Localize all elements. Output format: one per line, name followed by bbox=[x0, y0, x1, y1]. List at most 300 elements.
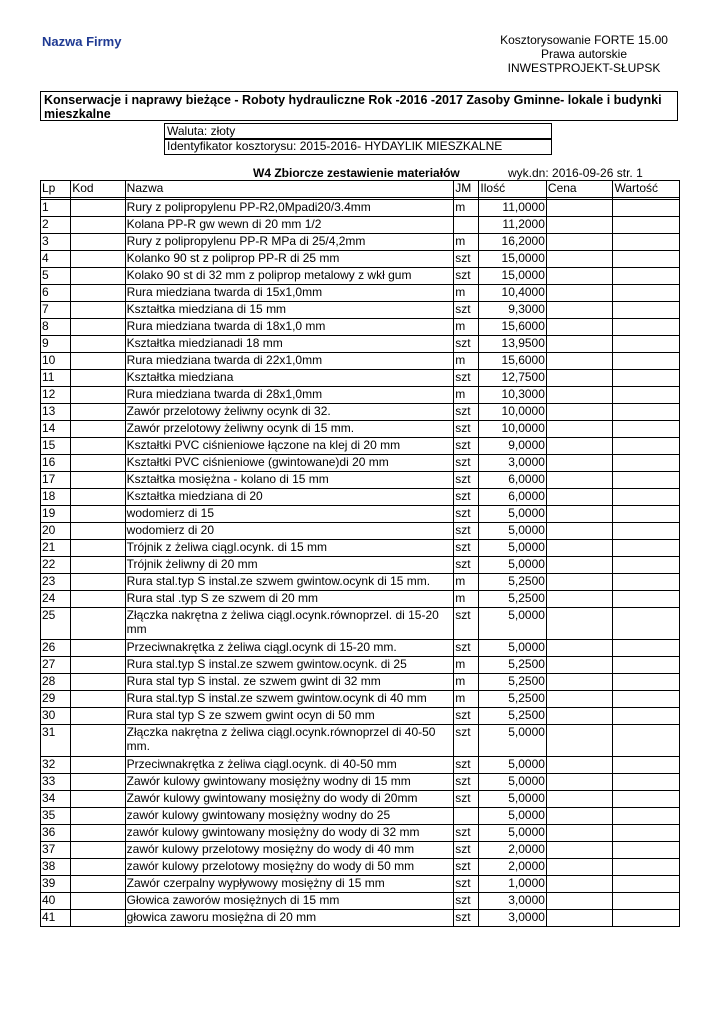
cell-jm: szt bbox=[454, 421, 479, 438]
cell-wartosc bbox=[613, 404, 680, 421]
section-title: W4 Zbiorcze zestawienie materiałów bbox=[253, 166, 460, 180]
cell-kod bbox=[71, 540, 125, 557]
cell-wartosc bbox=[613, 774, 680, 791]
cell-ilosc: 2,0000 bbox=[479, 842, 547, 859]
cell-kod bbox=[71, 574, 125, 591]
cell-kod bbox=[71, 234, 125, 251]
cell-kod bbox=[71, 657, 125, 674]
cell-lp: 11 bbox=[41, 370, 71, 387]
cell-wartosc bbox=[613, 591, 680, 608]
cell-kod bbox=[71, 808, 125, 825]
cell-nazwa: Trójnik z żeliwa ciągl.ocynk. di 15 mm bbox=[125, 540, 454, 557]
table-row bbox=[41, 455, 680, 472]
cell-nazwa: Kolanko 90 st z poliprop PP-R di 25 mm bbox=[125, 251, 454, 268]
cell-nazwa: Rury z polipropylenu PP-R2,0Mpadi20/3.4mm bbox=[125, 200, 454, 217]
table-row bbox=[41, 808, 680, 825]
cell-wartosc bbox=[613, 557, 680, 574]
cell-wartosc bbox=[613, 757, 680, 774]
cell-ilosc: 6,0000 bbox=[479, 472, 547, 489]
cell-kod bbox=[71, 285, 125, 302]
cell-jm: m bbox=[454, 353, 479, 370]
company-name: Nazwa Firmy bbox=[42, 34, 122, 49]
cell-kod bbox=[71, 319, 125, 336]
table-row bbox=[41, 574, 680, 591]
cell-nazwa: Rura stal .typ S ze szwem di 20 mm bbox=[125, 591, 454, 608]
cell-cena bbox=[546, 757, 613, 774]
cell-cena bbox=[546, 608, 613, 640]
cell-cena bbox=[546, 523, 613, 540]
software-line: Kosztorysowanie FORTE 15.00 bbox=[500, 33, 668, 47]
cell-lp: 5 bbox=[41, 268, 71, 285]
cell-jm: m bbox=[454, 591, 479, 608]
cell-ilosc: 3,0000 bbox=[479, 910, 547, 927]
cell-wartosc bbox=[613, 302, 680, 319]
cell-ilosc: 5,0000 bbox=[479, 808, 547, 825]
table-row bbox=[41, 725, 680, 757]
table-row bbox=[41, 217, 680, 234]
cell-ilosc: 15,6000 bbox=[479, 319, 547, 336]
cell-kod bbox=[71, 842, 125, 859]
cell-cena bbox=[546, 910, 613, 927]
cell-kod bbox=[71, 251, 125, 268]
cell-lp: 22 bbox=[41, 557, 71, 574]
cell-kod bbox=[71, 302, 125, 319]
cell-cena bbox=[546, 708, 613, 725]
cell-lp: 25 bbox=[41, 608, 71, 640]
cell-kod bbox=[71, 336, 125, 353]
table-row bbox=[41, 591, 680, 608]
cell-jm: szt bbox=[454, 251, 479, 268]
cell-lp: 6 bbox=[41, 285, 71, 302]
cell-wartosc bbox=[613, 574, 680, 591]
cell-lp: 37 bbox=[41, 842, 71, 859]
cell-cena bbox=[546, 657, 613, 674]
cell-nazwa: Rura stal typ S instal. ze szwem gwint di 32 mm bbox=[125, 674, 454, 691]
cell-wartosc bbox=[613, 421, 680, 438]
cell-kod bbox=[71, 387, 125, 404]
cell-wartosc bbox=[613, 657, 680, 674]
cell-lp: 30 bbox=[41, 708, 71, 725]
table-row bbox=[41, 438, 680, 455]
cell-wartosc bbox=[613, 234, 680, 251]
cell-cena bbox=[546, 876, 613, 893]
cell-lp: 24 bbox=[41, 591, 71, 608]
cell-cena bbox=[546, 674, 613, 691]
table-row bbox=[41, 404, 680, 421]
cell-ilosc: 5,0000 bbox=[479, 640, 547, 657]
cell-wartosc bbox=[613, 876, 680, 893]
cell-lp: 32 bbox=[41, 757, 71, 774]
table-row bbox=[41, 893, 680, 910]
cell-ilosc: 3,0000 bbox=[479, 455, 547, 472]
cell-nazwa: Kształtka miedziana di 20 bbox=[125, 489, 454, 506]
cell-jm: szt bbox=[454, 455, 479, 472]
cell-nazwa: Przeciwnakrętka z żeliwa ciągl.ocynk. di 40-50 mm bbox=[125, 757, 454, 774]
cell-wartosc bbox=[613, 353, 680, 370]
materials-table bbox=[40, 180, 680, 927]
cell-lp: 9 bbox=[41, 336, 71, 353]
cell-kod bbox=[71, 200, 125, 217]
cell-kod bbox=[71, 421, 125, 438]
cell-jm: szt bbox=[454, 506, 479, 523]
cell-cena bbox=[546, 285, 613, 302]
cell-jm: szt bbox=[454, 557, 479, 574]
cell-nazwa: Rura stal.typ S instal.ze szwem gwintow.ocynk di 40 mm bbox=[125, 691, 454, 708]
cell-cena bbox=[546, 808, 613, 825]
cell-wartosc bbox=[613, 251, 680, 268]
cell-nazwa: Rura stal.typ S instal.ze szwem gwintow.ocynk. di 25 bbox=[125, 657, 454, 674]
cell-jm: szt bbox=[454, 708, 479, 725]
cell-lp: 10 bbox=[41, 353, 71, 370]
cell-nazwa: Rura miedziana twarda di 22x1,0mm bbox=[125, 353, 454, 370]
cell-lp: 18 bbox=[41, 489, 71, 506]
cell-lp: 27 bbox=[41, 657, 71, 674]
cell-nazwa: głowica zaworu mosiężna di 20 mm bbox=[125, 910, 454, 927]
date-page-info: wyk.dn: 2016-09-26 str. 1 bbox=[508, 166, 643, 180]
cell-wartosc bbox=[613, 725, 680, 757]
cell-kod bbox=[71, 859, 125, 876]
table-row bbox=[41, 842, 680, 859]
cell-lp: 13 bbox=[41, 404, 71, 421]
cell-jm: m bbox=[454, 387, 479, 404]
table-row bbox=[41, 370, 680, 387]
cell-cena bbox=[546, 557, 613, 574]
table-row bbox=[41, 640, 680, 657]
table-row bbox=[41, 319, 680, 336]
cell-jm: szt bbox=[454, 302, 479, 319]
cell-nazwa: Rura miedziana twarda di 18x1,0 mm bbox=[125, 319, 454, 336]
currency-field: Waluta: złoty bbox=[164, 123, 552, 140]
table-row bbox=[41, 489, 680, 506]
cell-ilosc: 9,0000 bbox=[479, 438, 547, 455]
cell-wartosc bbox=[613, 200, 680, 217]
cell-lp: 3 bbox=[41, 234, 71, 251]
cell-ilosc: 5,0000 bbox=[479, 774, 547, 791]
cell-ilosc: 16,2000 bbox=[479, 234, 547, 251]
cell-kod bbox=[71, 489, 125, 506]
cell-cena bbox=[546, 251, 613, 268]
cell-kod bbox=[71, 455, 125, 472]
table-row bbox=[41, 691, 680, 708]
cell-nazwa: Rura stal typ S ze szwem gwint ocyn di 50 mm bbox=[125, 708, 454, 725]
cell-kod bbox=[71, 438, 125, 455]
cell-wartosc bbox=[613, 608, 680, 640]
cell-jm: m bbox=[454, 691, 479, 708]
table-row bbox=[41, 608, 680, 640]
cell-ilosc: 9,3000 bbox=[479, 302, 547, 319]
cell-nazwa: Głowica zaworów mosiężnych di 15 mm bbox=[125, 893, 454, 910]
cell-lp: 2 bbox=[41, 217, 71, 234]
cell-nazwa: zawór kulowy przelotowy mosiężny do wody di 50 mm bbox=[125, 859, 454, 876]
table-row bbox=[41, 302, 680, 319]
software-info bbox=[474, 33, 694, 75]
cell-cena bbox=[546, 217, 613, 234]
cell-nazwa: Kształtki PVC ciśnieniowe (gwintowane)di 20 mm bbox=[125, 455, 454, 472]
cell-jm: szt bbox=[454, 370, 479, 387]
cell-wartosc bbox=[613, 489, 680, 506]
cell-jm bbox=[454, 808, 479, 825]
cell-jm: m bbox=[454, 285, 479, 302]
cell-cena bbox=[546, 591, 613, 608]
estimate-identifier: Identyfikator kosztorysu: 2015-2016- HYDAYLIK MIESZKALNE bbox=[164, 138, 552, 155]
cell-wartosc bbox=[613, 893, 680, 910]
cell-kod bbox=[71, 791, 125, 808]
cell-nazwa: Rura stal.typ S instal.ze szwem gwintow.ocynk di 15 mm. bbox=[125, 574, 454, 591]
cell-lp: 15 bbox=[41, 438, 71, 455]
table-row bbox=[41, 757, 680, 774]
cell-ilosc: 5,2500 bbox=[479, 674, 547, 691]
cell-lp: 17 bbox=[41, 472, 71, 489]
table-row bbox=[41, 285, 680, 302]
cell-wartosc bbox=[613, 455, 680, 472]
cell-ilosc: 15,0000 bbox=[479, 268, 547, 285]
table-row bbox=[41, 910, 680, 927]
cell-wartosc bbox=[613, 540, 680, 557]
cell-kod bbox=[71, 557, 125, 574]
cell-cena bbox=[546, 842, 613, 859]
cell-ilosc: 5,0000 bbox=[479, 791, 547, 808]
cell-jm: m bbox=[454, 319, 479, 336]
cell-ilosc: 11,0000 bbox=[479, 200, 547, 217]
cell-kod bbox=[71, 725, 125, 757]
cell-ilosc: 5,0000 bbox=[479, 523, 547, 540]
table-row bbox=[41, 421, 680, 438]
cell-nazwa: Kształtki PVC ciśnieniowe łączone na klej di 20 mm bbox=[125, 438, 454, 455]
cell-jm: szt bbox=[454, 842, 479, 859]
cell-wartosc bbox=[613, 859, 680, 876]
cell-jm: szt bbox=[454, 438, 479, 455]
cell-kod bbox=[71, 217, 125, 234]
cell-nazwa: wodomierz di 15 bbox=[125, 506, 454, 523]
cell-wartosc bbox=[613, 808, 680, 825]
cell-jm: szt bbox=[454, 523, 479, 540]
cell-jm: szt bbox=[454, 859, 479, 876]
cell-ilosc: 5,0000 bbox=[479, 557, 547, 574]
cell-cena bbox=[546, 319, 613, 336]
cell-kod bbox=[71, 370, 125, 387]
cell-kod bbox=[71, 691, 125, 708]
cell-cena bbox=[546, 234, 613, 251]
cell-cena bbox=[546, 825, 613, 842]
cell-cena bbox=[546, 506, 613, 523]
header-lp: Lp bbox=[41, 181, 71, 198]
table-row bbox=[41, 859, 680, 876]
cell-lp: 36 bbox=[41, 825, 71, 842]
cell-kod bbox=[71, 591, 125, 608]
cell-jm: szt bbox=[454, 893, 479, 910]
cell-ilosc: 5,2500 bbox=[479, 691, 547, 708]
cell-cena bbox=[546, 336, 613, 353]
cell-cena bbox=[546, 438, 613, 455]
cell-cena bbox=[546, 791, 613, 808]
cell-nazwa: Zawór przelotowy żeliwny ocynk di 32. bbox=[125, 404, 454, 421]
cell-kod bbox=[71, 774, 125, 791]
cell-nazwa: zawór kulowy przelotowy mosiężny do wody di 40 mm bbox=[125, 842, 454, 859]
cell-lp: 7 bbox=[41, 302, 71, 319]
cell-nazwa: Zawór kulowy gwintowany mosiężny do wody di 20mm bbox=[125, 791, 454, 808]
cell-wartosc bbox=[613, 691, 680, 708]
cell-jm: szt bbox=[454, 404, 479, 421]
cell-kod bbox=[71, 472, 125, 489]
cell-jm: szt bbox=[454, 876, 479, 893]
cell-nazwa: Kształtka miedzianadi 18 mm bbox=[125, 336, 454, 353]
cell-jm: m bbox=[454, 234, 479, 251]
cell-lp: 1 bbox=[41, 200, 71, 217]
cell-wartosc bbox=[613, 285, 680, 302]
cell-wartosc bbox=[613, 842, 680, 859]
table-row bbox=[41, 876, 680, 893]
cell-ilosc: 10,0000 bbox=[479, 404, 547, 421]
cell-lp: 12 bbox=[41, 387, 71, 404]
cell-lp: 41 bbox=[41, 910, 71, 927]
table-row bbox=[41, 674, 680, 691]
cell-jm: szt bbox=[454, 336, 479, 353]
cell-nazwa: zawór kulowy gwintowany mosiężny wodny do 25 bbox=[125, 808, 454, 825]
cell-lp: 21 bbox=[41, 540, 71, 557]
cell-lp: 4 bbox=[41, 251, 71, 268]
cell-wartosc bbox=[613, 791, 680, 808]
table-row bbox=[41, 540, 680, 557]
cell-lp: 35 bbox=[41, 808, 71, 825]
table-header-row bbox=[41, 181, 680, 198]
cell-lp: 29 bbox=[41, 691, 71, 708]
cell-nazwa: Przeciwnakrętka z żeliwa ciągl.ocynk di 15-20 mm. bbox=[125, 640, 454, 657]
cell-wartosc bbox=[613, 268, 680, 285]
cell-kod bbox=[71, 708, 125, 725]
cell-lp: 39 bbox=[41, 876, 71, 893]
cell-cena bbox=[546, 725, 613, 757]
cell-jm: m bbox=[454, 574, 479, 591]
cell-ilosc: 12,7500 bbox=[479, 370, 547, 387]
header-cena: Cena bbox=[546, 181, 613, 198]
cell-ilosc: 5,0000 bbox=[479, 540, 547, 557]
cell-wartosc bbox=[613, 387, 680, 404]
cell-kod bbox=[71, 640, 125, 657]
cell-cena bbox=[546, 353, 613, 370]
cell-jm: szt bbox=[454, 640, 479, 657]
cell-kod bbox=[71, 353, 125, 370]
cell-nazwa: wodomierz di 20 bbox=[125, 523, 454, 540]
header-jm: JM bbox=[454, 181, 479, 198]
cell-lp: 40 bbox=[41, 893, 71, 910]
cell-cena bbox=[546, 774, 613, 791]
cell-wartosc bbox=[613, 523, 680, 540]
header-kod: Kod bbox=[71, 181, 125, 198]
header-wartosc: Wartość bbox=[613, 181, 680, 198]
cell-lp: 20 bbox=[41, 523, 71, 540]
cell-lp: 16 bbox=[41, 455, 71, 472]
cell-jm: szt bbox=[454, 910, 479, 927]
table-row bbox=[41, 336, 680, 353]
cell-jm: szt bbox=[454, 608, 479, 640]
cell-ilosc: 5,2500 bbox=[479, 574, 547, 591]
cell-kod bbox=[71, 757, 125, 774]
cell-kod bbox=[71, 674, 125, 691]
cell-ilosc: 5,2500 bbox=[479, 657, 547, 674]
header-nazwa: Nazwa bbox=[125, 181, 454, 198]
cell-lp: 8 bbox=[41, 319, 71, 336]
cell-ilosc: 2,0000 bbox=[479, 859, 547, 876]
cell-jm: szt bbox=[454, 268, 479, 285]
cell-cena bbox=[546, 404, 613, 421]
cell-jm: m bbox=[454, 674, 479, 691]
cell-cena bbox=[546, 489, 613, 506]
cell-wartosc bbox=[613, 319, 680, 336]
cell-nazwa: Rury z polipropylenu PP-R MPa di 25/4,2mm bbox=[125, 234, 454, 251]
cell-wartosc bbox=[613, 708, 680, 725]
cell-jm: szt bbox=[454, 774, 479, 791]
cell-kod bbox=[71, 825, 125, 842]
cell-ilosc: 10,0000 bbox=[479, 421, 547, 438]
cell-nazwa: Kolako 90 st di 32 mm z poliprop metalowy z wkł gum bbox=[125, 268, 454, 285]
cell-kod bbox=[71, 876, 125, 893]
cell-nazwa: Kształtka miedziana bbox=[125, 370, 454, 387]
table-row bbox=[41, 791, 680, 808]
cell-kod bbox=[71, 268, 125, 285]
table-row bbox=[41, 523, 680, 540]
cell-nazwa: Rura miedziana twarda di 15x1,0mm bbox=[125, 285, 454, 302]
cell-jm: szt bbox=[454, 825, 479, 842]
cell-ilosc: 5,0000 bbox=[479, 725, 547, 757]
cell-jm bbox=[454, 217, 479, 234]
cell-cena bbox=[546, 472, 613, 489]
cell-nazwa: Rura miedziana twarda di 28x1,0mm bbox=[125, 387, 454, 404]
cell-lp: 28 bbox=[41, 674, 71, 691]
cell-wartosc bbox=[613, 506, 680, 523]
cell-ilosc: 5,0000 bbox=[479, 506, 547, 523]
cell-jm: m bbox=[454, 657, 479, 674]
cell-wartosc bbox=[613, 910, 680, 927]
cell-wartosc bbox=[613, 640, 680, 657]
cell-ilosc: 1,0000 bbox=[479, 876, 547, 893]
cell-nazwa: Złączka nakrętna z żeliwa ciągl.ocynk.równoprzel di 40-50 mm. bbox=[125, 725, 454, 757]
table-row bbox=[41, 472, 680, 489]
cell-kod bbox=[71, 404, 125, 421]
cell-nazwa: Złączka nakrętna z żeliwa ciągl.ocynk.równoprzel. di 15-20 mm bbox=[125, 608, 454, 640]
cell-kod bbox=[71, 910, 125, 927]
cell-lp: 23 bbox=[41, 574, 71, 591]
cell-cena bbox=[546, 387, 613, 404]
cell-cena bbox=[546, 691, 613, 708]
table-row bbox=[41, 708, 680, 725]
table-row bbox=[41, 251, 680, 268]
table-row bbox=[41, 268, 680, 285]
cell-ilosc: 15,6000 bbox=[479, 353, 547, 370]
cell-jm: szt bbox=[454, 489, 479, 506]
cell-cena bbox=[546, 302, 613, 319]
cell-jm: szt bbox=[454, 725, 479, 757]
cell-lp: 33 bbox=[41, 774, 71, 791]
cell-nazwa: Zawór kulowy gwintowany mosiężny wodny di 15 mm bbox=[125, 774, 454, 791]
cell-cena bbox=[546, 421, 613, 438]
cell-ilosc: 13,9500 bbox=[479, 336, 547, 353]
table-row bbox=[41, 506, 680, 523]
cell-jm: szt bbox=[454, 540, 479, 557]
cell-ilosc: 5,0000 bbox=[479, 757, 547, 774]
cell-kod bbox=[71, 608, 125, 640]
cell-jm: szt bbox=[454, 791, 479, 808]
cell-nazwa: Kształtka miedziana di 15 mm bbox=[125, 302, 454, 319]
cell-jm: szt bbox=[454, 757, 479, 774]
cell-ilosc: 10,4000 bbox=[479, 285, 547, 302]
cell-wartosc bbox=[613, 370, 680, 387]
software-line: INWESTPROJEKT-SŁUPSK bbox=[507, 61, 661, 75]
cell-cena bbox=[546, 640, 613, 657]
cell-lp: 19 bbox=[41, 506, 71, 523]
document-title: Konserwacje i naprawy bieżące - Roboty hydrauliczne Rok -2016 -2017 Zasoby Gminne- lokale i budynki mieszkalne bbox=[40, 91, 678, 121]
cell-nazwa: Trójnik żeliwny di 20 mm bbox=[125, 557, 454, 574]
cell-ilosc: 10,3000 bbox=[479, 387, 547, 404]
